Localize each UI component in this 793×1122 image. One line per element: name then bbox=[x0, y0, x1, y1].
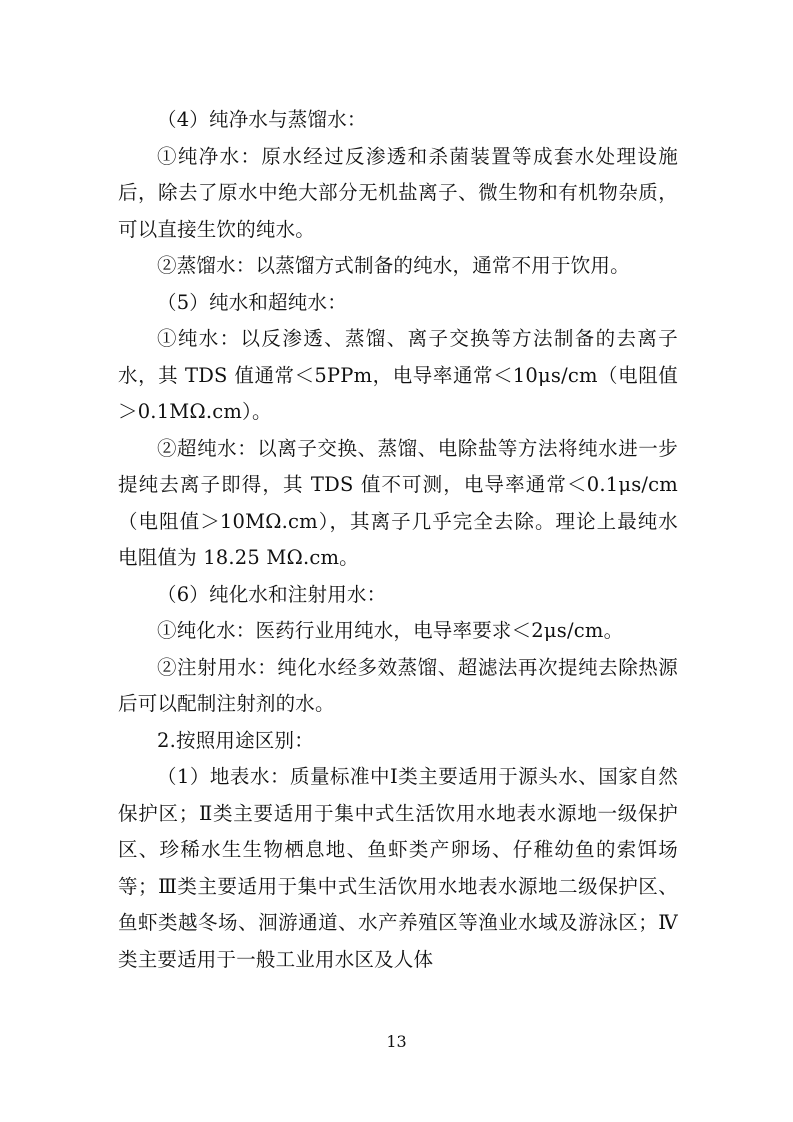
paragraph-surface-water: （1）地表水：质量标准中Ⅰ类主要适用于源头水、国家自然保护区；Ⅱ类主要适用于集中式生活饮用水地表水源地一级保护区、珍稀水生生物栖息地、鱼虾类产卵场、仔稚幼鱼的索饵场等；Ⅲ类主要适用于集中式生活饮用水地表水源地二级保护区、鱼虾类越冬场、洄游通道、水产养殖区等渔业水域及游泳区；Ⅳ类主要适用于一般工业用水区及人体 bbox=[118, 765, 678, 971]
paragraph-ultrapure-water: ②超纯水：以离子交换、蒸馏、电除盐等方法将纯水进一步提纯去离子即得，其 TDS 值不可测，电导率通常＜0.1μs/cm（电阻值＞10MΩ.cm），其离子几乎完全去除。理论上最纯水电阻值为 18.25 MΩ.cm。 bbox=[118, 436, 678, 569]
paragraph-distilled-water: ②蒸馏水：以蒸馏方式制备的纯水，通常不用于饮用。 bbox=[157, 254, 630, 277]
section-heading-5: （5）纯水和超纯水： bbox=[157, 290, 347, 314]
document-body bbox=[118, 102, 678, 978]
paragraph-pharma-water: ①纯化水：医药行业用纯水，电导率要求＜2μs/cm。 bbox=[157, 619, 624, 642]
paragraph-injection-water: ②注射用水：纯化水经多效蒸馏、超滤法再次提纯去除热源后可以配制注射剂的水。 bbox=[118, 655, 678, 715]
section-heading-usage: 2.按照用途区别： bbox=[157, 728, 314, 752]
paragraph-purified-water: ①纯水：以反渗透、蒸馏、离子交换等方法制备的去离子水，其 TDS 值通常＜5PPm，电导率通常＜10μs/cm（电阻值＞0.1MΩ.cm）。 bbox=[118, 327, 678, 423]
section-heading-4: （4）纯净水与蒸馏水： bbox=[157, 108, 367, 131]
page-number: 13 bbox=[386, 1032, 407, 1051]
section-heading-6: （6）纯化水和注射用水： bbox=[157, 582, 387, 606]
paragraph-pure-water: ①纯净水：原水经过反渗透和杀菌装置等成套水处理设施后，除去了原水中绝大部分无机盐离子、微生物和有机物杂质，可以直接生饮的纯水。 bbox=[118, 144, 678, 241]
